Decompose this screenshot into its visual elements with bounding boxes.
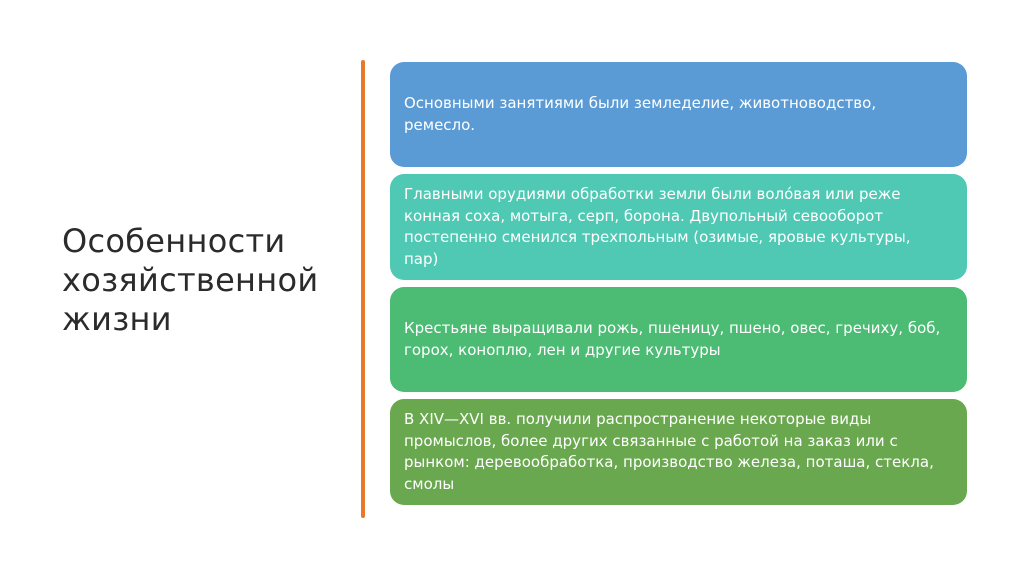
info-block-text: Крестьяне выращивали рожь, пшеницу, пшено, овес, гречиху, боб, горох, коноплю, лен и другие культуры — [404, 319, 941, 359]
slide-title — [62, 222, 342, 339]
info-block-text: Основными занятиями были земледелие, животноводство, ремесло. — [404, 94, 877, 134]
info-block-text: Главными орудиями обработки земли были воло́вая или реже конная соха, мотыга, серп, борона. Двупольный севооборот постепенно сменился трехпольным (озимые, яровые культуры, пар) — [404, 185, 911, 268]
info-block-crops — [390, 287, 967, 392]
title-line: хозяйственной — [62, 261, 319, 299]
title-line: Особенности — [62, 222, 286, 260]
info-block-text: В XIV—XVI вв. получили распространение некоторые виды промыслов, более других связанные с работой на заказ или с рынком: деревообработка, производство железа, поташа, стекла, смолы — [404, 410, 934, 493]
vertical-divider — [361, 60, 365, 518]
info-block-crafts — [390, 399, 967, 505]
info-block-occupations — [390, 62, 967, 167]
info-block-tools — [390, 174, 967, 280]
title-line: жизни — [62, 300, 172, 338]
